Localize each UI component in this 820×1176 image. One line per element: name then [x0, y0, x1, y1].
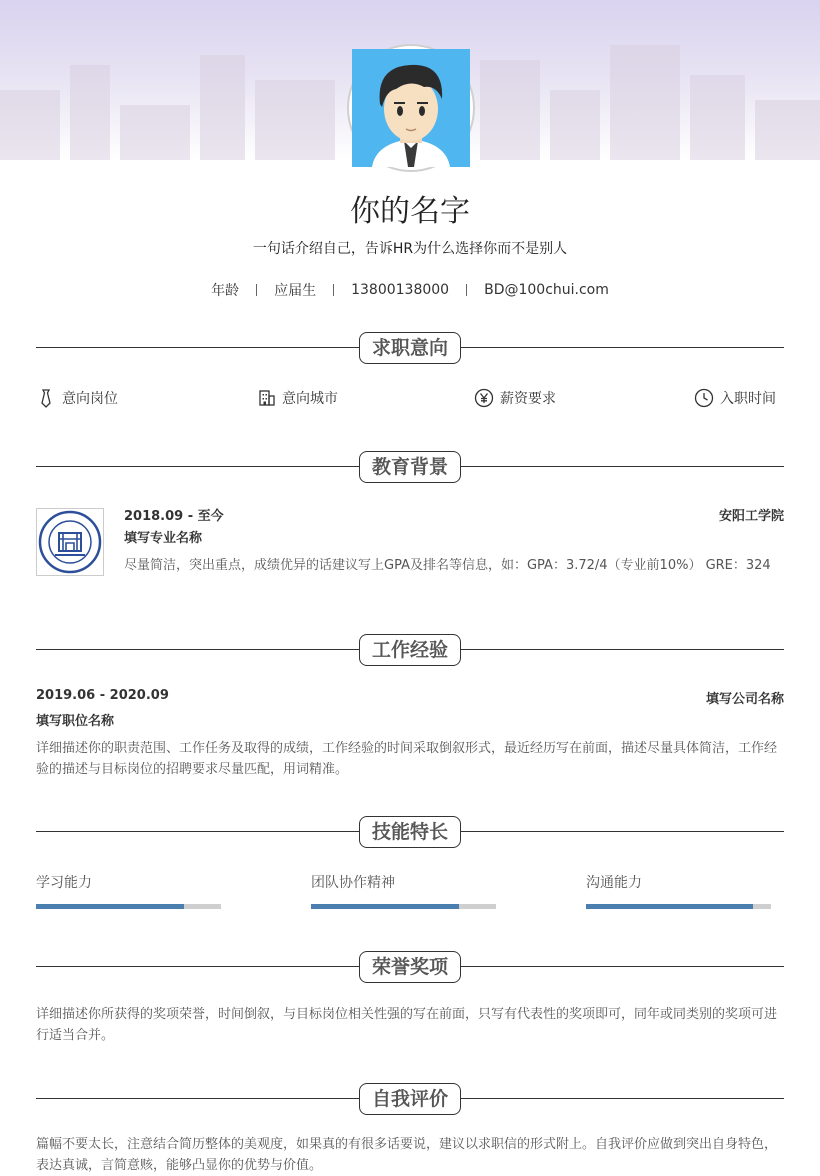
- intent-entry-label: 入职时间: [720, 391, 776, 407]
- tie-icon: [36, 388, 56, 408]
- yen-icon: [474, 388, 494, 408]
- skill-item: [586, 872, 771, 909]
- skill-bar-track: [36, 904, 221, 909]
- info-divider: [333, 284, 334, 296]
- section-header-honors: [36, 951, 784, 983]
- skill-bar-fill: [311, 904, 459, 909]
- work-description: 详细描述你的职责范围、工作任务及取得的成绩，工作经验的时间采取倒叙形式，最近经历写在前面，描述尽量具体简洁，工作经验的描述与目标岗位的招聘要求尽量匹配，用词精准。: [36, 741, 778, 777]
- skill-label: 学习能力: [36, 875, 92, 891]
- work-period: 2019.06 - 2020.09: [36, 688, 169, 703]
- skill-label: 团队协作精神: [311, 875, 395, 891]
- honors-description: 详细描述你所获得的奖项荣誉，时间倒叙，与目标岗位相关性强的写在前面，只写有代表性的奖项即可，同年或同类别的奖项可进行适当合并。: [36, 1007, 778, 1043]
- building-icon: [258, 389, 276, 407]
- intent-salary: [474, 388, 556, 408]
- intent-position-label: 意向岗位: [62, 391, 118, 407]
- section-header-work: [36, 634, 784, 666]
- work-position: 填写职位名称: [36, 714, 115, 729]
- section-header-skills: [36, 816, 784, 848]
- skill-bar-track: [311, 904, 496, 909]
- section-header-intent: [36, 332, 784, 364]
- section-header-self: [36, 1083, 784, 1115]
- skill-item: [311, 872, 496, 909]
- info-phone: 13800138000: [351, 282, 450, 298]
- skill-label: 沟通能力: [586, 875, 642, 891]
- info-status: 应届生: [274, 283, 317, 299]
- section-title-skills: 技能特长: [359, 816, 461, 848]
- section-title-self: 自我评价: [359, 1083, 461, 1115]
- education-period: 2018.09 - 至今: [124, 509, 224, 524]
- job-intent-row: [36, 388, 784, 412]
- work-company: 填写公司名称: [705, 692, 784, 707]
- info-email: BD@100chui.com: [484, 282, 609, 298]
- intent-city: [258, 388, 338, 408]
- section-title-intent: 求职意向: [359, 332, 461, 364]
- self-evaluation-description: 篇幅不要太长，注意结合简历整体的美观度，如果真的有很多话要说，建议以求职信的形式附上。自我评价应做到突出自身特色，表达真诚，言简意赅，能够凸显你的优势与价值。: [36, 1137, 778, 1173]
- self-intro-line: 一句话介绍自己，告诉HR为什么选择你而不是别人: [252, 241, 568, 257]
- skill-bar-fill: [586, 904, 753, 909]
- skill-bar-fill: [36, 904, 184, 909]
- basic-info-row: [0, 280, 820, 300]
- clock-icon: [694, 388, 714, 408]
- section-title-education: 教育背景: [359, 451, 461, 483]
- skill-bar-track: [586, 904, 771, 909]
- education-school: 安阳工学院: [718, 509, 784, 524]
- education-description: 尽量简洁，突出重点，成绩优异的话建议写上GPA及排名等信息，如：GPA：3.72/4（专业前10%） GRE：324: [124, 558, 771, 573]
- education-major: 填写专业名称: [124, 531, 203, 546]
- school-logo: [36, 508, 104, 576]
- avatar-illustration: [352, 49, 470, 167]
- intent-entry: [694, 388, 776, 408]
- info-age: 年龄: [211, 283, 240, 299]
- intent-position: [36, 388, 118, 408]
- info-divider: [256, 284, 257, 296]
- school-seal-icon: [37, 509, 103, 575]
- intent-salary-label: 薪资要求: [500, 391, 556, 407]
- avatar: [347, 44, 475, 172]
- section-title-work: 工作经验: [359, 634, 461, 666]
- intent-city-label: 意向城市: [282, 391, 338, 407]
- skill-item: [36, 872, 221, 909]
- section-title-honors: 荣誉奖项: [359, 951, 461, 983]
- candidate-name: 你的名字: [350, 194, 470, 229]
- info-divider: [466, 284, 467, 296]
- section-header-education: [36, 451, 784, 483]
